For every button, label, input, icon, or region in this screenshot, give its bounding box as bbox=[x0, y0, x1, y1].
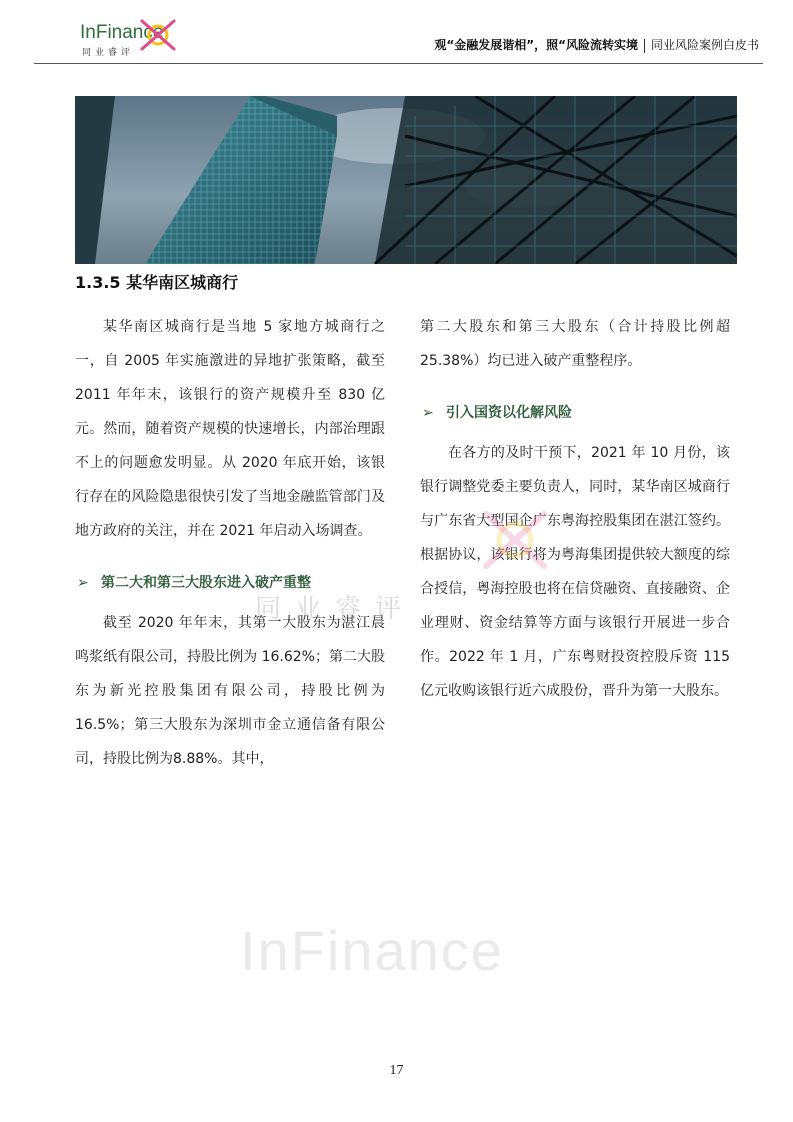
header-doc-title: 同业风险案例白皮书 bbox=[650, 38, 759, 52]
paragraph-shareholders: 截至 2020 年年末，其第一大股东为湛江晨鸣浆纸有限公司，持股比例为 16.62%；第二大股东为新光控股集团有限公司，持股比例为16.5%；第三大股东为深圳市金立通信备有限公司，持股比例为8.88%。其中， bbox=[75, 615, 385, 767]
arrow-bullet-icon: ➢ bbox=[422, 405, 434, 421]
right-column bbox=[420, 310, 730, 708]
header-right bbox=[434, 36, 759, 53]
header-rule bbox=[34, 63, 763, 64]
watermark-text: InFinance bbox=[240, 919, 504, 982]
subheading-state-capital bbox=[420, 402, 730, 424]
skyscraper-illustration-icon bbox=[75, 96, 737, 264]
header-divider bbox=[644, 39, 645, 53]
paragraph-intro: 某华南区城商行是当地 5 家地方城商行之一，自 2005 年实施激进的异地扩张策略，截至 2011 年年末，该银行的资产规模升至 830 亿元。然而，随着资产规模的快速增长，内部治理跟不上的问题愈发明显。从 2020 年底开始，该银行存在的风险隐患很快引发了当地金融监管部门及地方政府的关注，并在 2021 年启动入场调查。 bbox=[75, 319, 385, 539]
left-column bbox=[75, 310, 385, 776]
paragraph-continuation: 第二大股东和第三大股东（合计持股比例超 25.38%）均已进入破产重整程序。 bbox=[420, 319, 730, 369]
header-slogan: 观“金融发展谐相”，照“风险流转实境 bbox=[434, 38, 638, 52]
paragraph-state-capital: 在各方的及时干预下，2021 年 10 月份，该银行调整党委主要负责人，同时，某华南区城商行与广东省大型国企广东粤海控股集团在湛江签约。根据协议，该银行将为粤海集团提供较大额度的综合授信，粤海控股也将在信贷融资、直接融资、企业理财、资金结算等方面与该银行开展进一步合作。2022 年 1 月，广东粤财投资控股斥资 115 亿元收购该银行近六成股份，晋升为第一大股东。 bbox=[420, 445, 730, 699]
page-number: 17 bbox=[389, 1063, 404, 1078]
section-title: 1.3.5 某华南区城商行 bbox=[75, 273, 239, 292]
logo bbox=[80, 18, 180, 58]
arrow-bullet-icon: ➢ bbox=[77, 575, 89, 591]
subheading-state-capital-text: 引入国资以化解风险 bbox=[446, 405, 572, 421]
watermark-subtitle: 同业睿评 bbox=[255, 594, 416, 624]
logo-subtitle: 同业睿评 bbox=[82, 48, 135, 58]
subheading-shareholders-text: 第二大和第三大股东进入破产重整 bbox=[101, 575, 311, 591]
logo-text: InFinance bbox=[80, 22, 164, 43]
subheading-shareholders bbox=[75, 572, 385, 594]
logo-mark-icon bbox=[138, 18, 178, 52]
banner-image bbox=[75, 96, 737, 264]
